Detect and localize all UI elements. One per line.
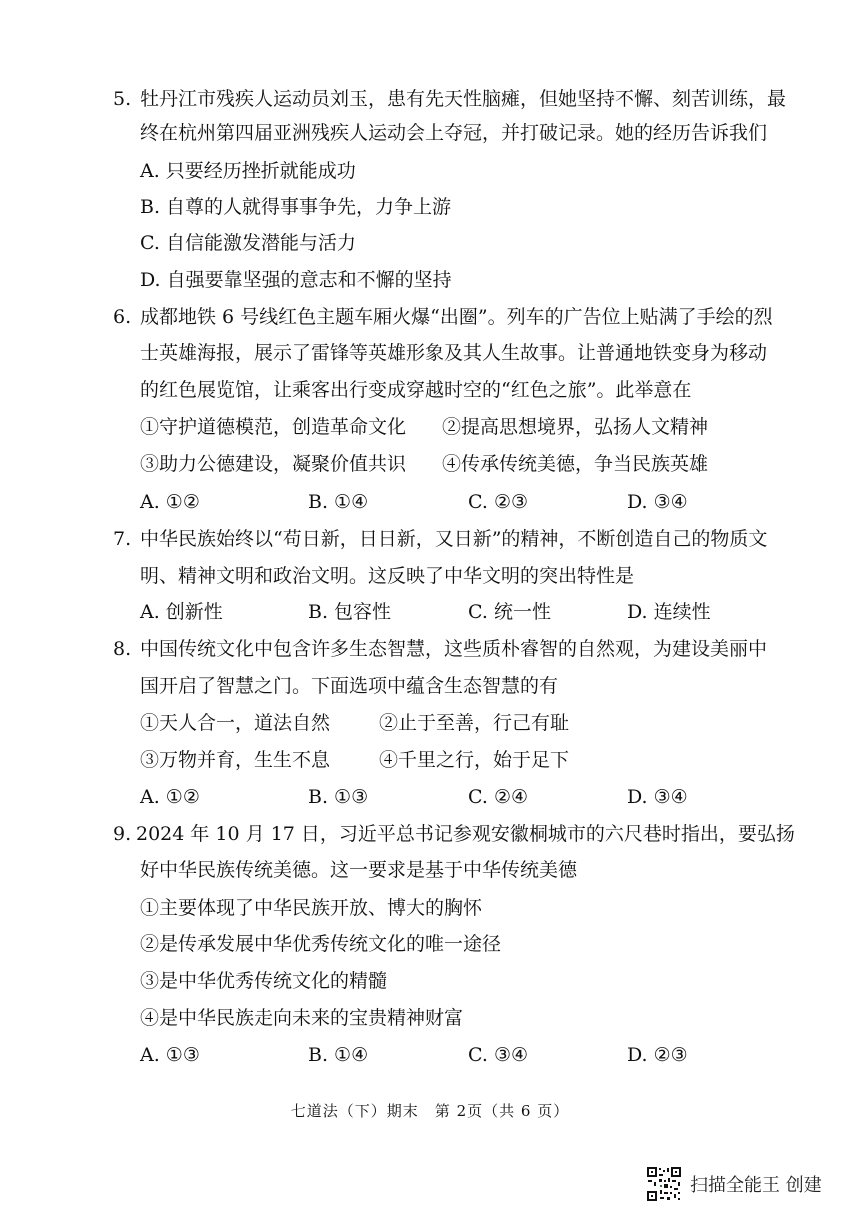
question-text-line: 国开启了智慧之门。下面选项中蕴含生态智慧的有 bbox=[140, 675, 559, 697]
watermark-text: 扫描全能王 创建 bbox=[690, 1175, 822, 1196]
option-d: D. 自强要靠坚强的意志和不懈的坚持 bbox=[140, 269, 452, 291]
option-d: D. 连续性 bbox=[627, 601, 711, 623]
qr-code-icon bbox=[646, 1166, 682, 1202]
option-a: A. ①③ bbox=[140, 1044, 200, 1066]
question-text-line: 终在杭州第四届亚洲残疾人运动会上夺冠，并打破记录。她的经历告诉我们 bbox=[140, 122, 768, 144]
question-text-line: 明、精神文明和政治文明。这反映了中华文明的突出特性是 bbox=[140, 565, 635, 587]
statement-4: ④是中华民族走向未来的宝贵精神财富 bbox=[140, 1007, 464, 1029]
question-text-line: 的红色展览馆，让乘客出行变成穿越时空的“红色之旅”。此举意在 bbox=[140, 379, 692, 401]
question-number: 6. bbox=[113, 306, 132, 328]
option-a: A. 只要经历挫折就能成功 bbox=[140, 160, 356, 182]
page-footer: 七道法（下）期末 第 2页（共 6 页） bbox=[290, 1102, 570, 1120]
option-a: A. ①② bbox=[140, 786, 200, 808]
statement-1: ①守护道德模范，创造革命文化 bbox=[140, 416, 407, 438]
option-c: C. ②③ bbox=[468, 491, 529, 513]
question-number: 7. bbox=[113, 528, 132, 550]
question-text-line: 中华民族始终以“苟日新，日日新，又日新”的精神，不断创造自己的物质文 bbox=[140, 528, 768, 550]
option-c: C. 统一性 bbox=[468, 601, 551, 623]
scanner-watermark bbox=[646, 1166, 822, 1202]
question-text-line: 中国传统文化中包含许多生态智慧，这些质朴睿智的自然观，为建设美丽中 bbox=[140, 638, 768, 660]
question-text-line: 2024 年 10 月 17 日，习近平总书记参观安徽桐城市的六尺巷时指出，要弘扬 bbox=[136, 823, 795, 845]
option-b: B. ①④ bbox=[308, 1044, 369, 1066]
statement-2: ②是传承发展中华优秀传统文化的唯一途径 bbox=[140, 933, 502, 955]
question-text-line: 好中华民族传统美德。这一要求是基于中华传统美德 bbox=[140, 859, 578, 881]
option-d: D. ③④ bbox=[627, 786, 688, 808]
statement-3: ③助力公德建设，凝聚价值共识 bbox=[140, 453, 407, 475]
option-d: D. ③④ bbox=[627, 491, 688, 513]
option-a: A. ①② bbox=[140, 491, 200, 513]
statement-1: ①天人合一，道法自然 bbox=[140, 712, 331, 734]
option-b: B. 自尊的人就得事事争先，力争上游 bbox=[140, 196, 452, 218]
option-b: B. ①④ bbox=[308, 491, 369, 513]
statement-1: ①主要体现了中华民族开放、博大的胸怀 bbox=[140, 897, 483, 919]
question-number: 9. bbox=[113, 823, 132, 845]
statement-3: ③是中华优秀传统文化的精髓 bbox=[140, 970, 388, 992]
statement-3: ③万物并育，生生不息 bbox=[140, 749, 331, 771]
question-text-line: 牡丹江市残疾人运动员刘玉，患有先天性脑瘫，但她坚持不懈、刻苦训练，最 bbox=[140, 88, 787, 110]
option-b: B. 包容性 bbox=[308, 601, 392, 623]
statement-2: ②止于至善，行己有耻 bbox=[379, 712, 570, 734]
option-c: C. ②④ bbox=[468, 786, 529, 808]
option-d: D. ②③ bbox=[627, 1044, 688, 1066]
option-a: A. 创新性 bbox=[140, 601, 223, 623]
statement-2: ②提高思想境界，弘扬人文精神 bbox=[442, 416, 709, 438]
option-b: B. ①③ bbox=[308, 786, 369, 808]
question-number: 8. bbox=[113, 638, 132, 660]
statement-4: ④千里之行，始于足下 bbox=[379, 749, 570, 771]
question-text-line: 成都地铁 6 号线红色主题车厢火爆“出圈”。列车的广告位上贴满了手绘的烈 bbox=[140, 306, 773, 328]
statement-4: ④传承传统美德，争当民族英雄 bbox=[442, 453, 709, 475]
question-text-line: 士英雄海报，展示了雷锋等英雄形象及其人生故事。让普通地铁变身为移动 bbox=[140, 342, 768, 364]
option-c: C. 自信能激发潜能与活力 bbox=[140, 232, 356, 254]
question-number: 5. bbox=[113, 88, 132, 110]
option-c: C. ③④ bbox=[468, 1044, 529, 1066]
